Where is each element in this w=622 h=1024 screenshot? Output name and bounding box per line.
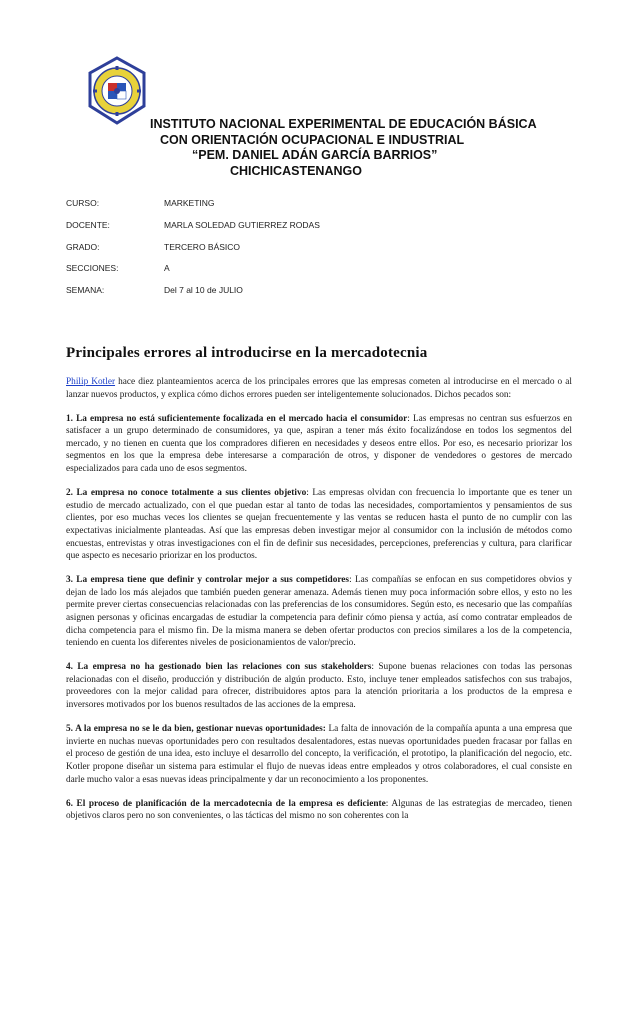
point-text: La falta de innovación de la compañía apunta a una empresa que invierte en nuchas nuevas oportunidades pero con resultados desalentadores, estas nuevas oportunidades pueden fracasar por fallas en el proceso de gestión de una idea, esto incluye el desarrollo del concepto, la verificación, el prototipo, la planificación del negocio, etc. Kotler propone diseñar un sistema para estimular el flujo de nuevas ideas entre empleados y otros colaboradores, el cual consiste en darle mucho valor a esas nuevas ideas principalmente y dar un reconocimiento a los proponentes. [66,724,573,785]
school-name-line3: “PEM. DANIEL ADÁN GARCÍA BARRIOS” [192,148,438,162]
intro-text: hace diez planteamientos acerca de los principales errores que las empresas cometen al introducirse en el mercado o al lanzar nuevos productos, y explica cómo dichos errores pueden ser inteligentemente solucionados. Dichos pecados son: [66,377,572,400]
point-heading: 2. La empresa no conoce totalmente a sus clientes objetivo [66,488,307,499]
point-paragraph-4 [66,661,572,711]
info-label: CURSO: [66,198,100,208]
school-header [150,117,570,179]
point-heading: 1. La empresa no está suficientemente focalizada en el mercado hacia el consumidor [66,413,408,424]
point-text: : Supone buenas relaciones con todas las personas relacionadas con el diseño, producción y distribución de algún producto. Esto, incluye tener empleados satisfechos con sus trabajos, proveedores con la mejor calidad para ofrecer, distribuidores aptos para la atención prioritaria a los productos de la empresa e inversores motivados por los buenos resultados de las acciones de la empresa. [66,662,572,711]
intro-paragraph [66,376,572,401]
info-label: SEMANA: [66,285,105,296]
point-paragraph-3 [66,574,572,650]
point-paragraph-1 [66,413,572,476]
kotler-link[interactable]: Philip Kotler [66,377,116,387]
point-heading: 3. La empresa tiene que definir y controlar mejor a sus competidores [66,575,350,586]
info-label: DOCENTE: [66,219,110,230]
point-paragraph-5 [66,723,572,786]
school-location: CHICHICASTENANGO [230,163,362,178]
point-heading: 5. A la empresa no se le da bien, gestionar nuevas oportunidades: [66,724,326,735]
info-label: GRADO: [66,241,100,252]
document-body [66,376,572,834]
point-paragraph-6 [66,798,572,823]
point-heading: 6. El proceso de planificación de la mercadotecnia de la empresa es deficiente [66,798,386,809]
school-logo [86,56,148,126]
info-value: Del 7 al 10 de JULIO [164,285,243,296]
info-value: MARKETING [164,198,215,208]
document-title: Principales errores al introducirse en la mercadotecnia [66,345,428,361]
info-value: MARLA SOLEDAD GUTIERREZ RODAS [164,219,320,230]
point-paragraph-2 [66,487,572,563]
school-name-line2: CON ORIENTACIÓN OCUPACIONAL E INDUSTRIAL [160,132,465,147]
info-label: SECCIONES: [66,263,119,274]
point-text: : Las empresas olvidan con frecuencia lo importante que es tener un estudio de mercado actualizado, con el que puedan estar al tanto de todas las necesidades, comportamientos y pensamientos de sus clientes, por eso muchas veces los clientes se quejan frecuentemente y las ventas se reducen hasta el punto de no cumplir con las expectativas inicialmente planteadas. Así que las empresas deben investigar mejor al consumidor con la inclusión de métodos como encuestas, entrevistas y otras investigaciones con el fin de definir sus necesidades, percepciones, preferencias y cultura, para clarificar que aspecto es necesario priorizar en los productos. [66,488,573,562]
point-text: : Las compañías se enfocan en sus competidores obvios y dejan de lado los más alejados que también pueden generar amenaza. Además tienen muy poca información sobre ellos, y esto no les permite prever ciertas consecuencias relacionadas con las preferencias de los consumidores. Según esto, es necesario que las compañías asignen personas y oficinas encargadas de estudiar la competencia para definir cómo piensa y actúa, así como contratar empleados de dicha competencia para el mismo fin. De la misma manera se deben ofertar productos con precios similares a los de la competencia, teniendo en cuenta los diferentes niveles de posicionamientos de valor/precio. [66,575,572,649]
info-value: A [164,263,170,274]
school-name-line1: INSTITUTO NACIONAL EXPERIMENTAL DE EDUCACIÓN BÁSICA [150,117,537,131]
info-value: TERCERO BÁSICO [164,241,241,252]
point-text: : Algunas de las estrategias de mercadeo, tienen objetivos claros pero no son convenientes, o las tácticas del mismo no son coherentes con la [66,798,573,822]
point-text: : Las empresas no centran sus esfuerzos en satisfacer a un grupo determinado de consumidores, ya que, aspiran a tener más éxito focalizándose en todos los segmentos del mercado, y no tienen en cuenta que los compradores difieren en necesidades y deseos entre ellos. Por eso, es necesario priorizar los segmentos en los que la empresa debe interesarse a comparación de otros, y disponer de vendedores o gestores de mercado especializados para cada uno de esos segmentos. [66,413,572,475]
point-heading: 4. La empresa no ha gestionado bien las relaciones con sus stakeholders [66,662,372,673]
